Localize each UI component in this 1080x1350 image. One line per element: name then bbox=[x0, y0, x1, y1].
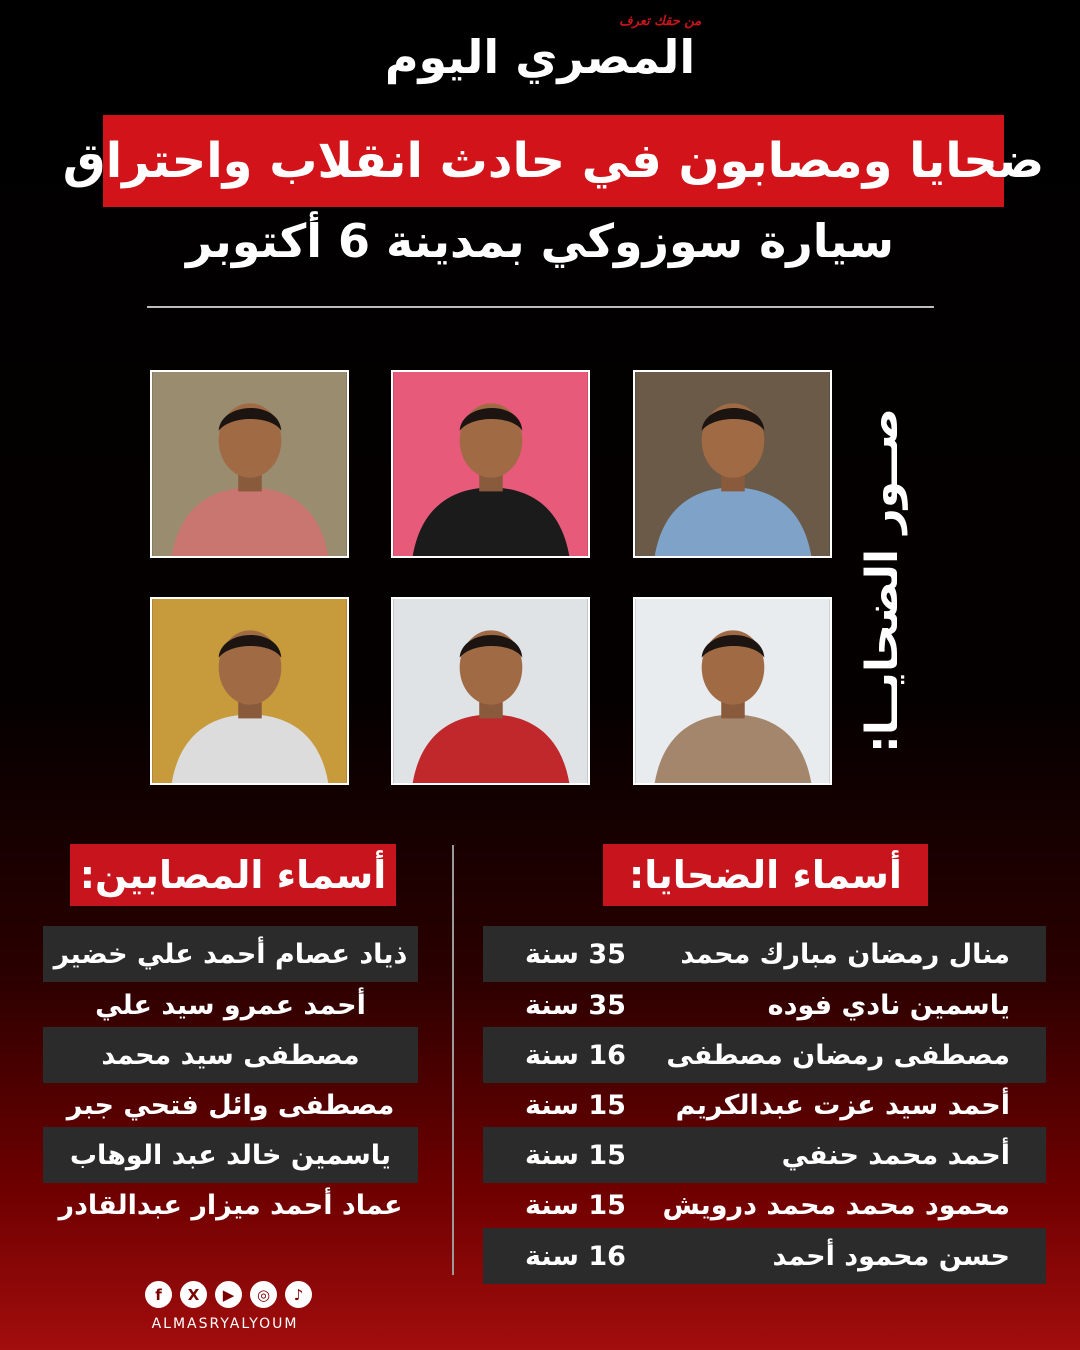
facebook-icon[interactable]: f bbox=[145, 1281, 172, 1308]
victim-row bbox=[483, 926, 1046, 982]
photos-label-text: صــور الضحايــا: bbox=[856, 407, 908, 753]
victim-photo bbox=[391, 597, 590, 785]
victim-row bbox=[483, 1177, 1046, 1233]
victim-age: 35 سنة bbox=[525, 989, 626, 1021]
victims-title-text: أسماء الضحايا: bbox=[629, 853, 902, 897]
social-handle: ALMASRYALYOUM bbox=[151, 1316, 299, 1332]
victim-row bbox=[483, 1077, 1046, 1133]
victim-name: مصطفى رمضان مصطفى bbox=[666, 1039, 1010, 1071]
x-icon[interactable]: X bbox=[180, 1281, 207, 1308]
column-divider bbox=[452, 845, 454, 1275]
injured-row bbox=[43, 977, 418, 1033]
victim-age: 16 سنة bbox=[525, 1039, 626, 1071]
victim-row bbox=[483, 1228, 1046, 1284]
victim-photo bbox=[633, 597, 832, 785]
victim-name: حسن محمود أحمد bbox=[772, 1240, 1010, 1272]
injured-row bbox=[43, 1127, 418, 1183]
injured-name: مصطفى وائل فتحي جبر bbox=[66, 1089, 395, 1121]
victim-name: أحمد سيد عزت عبدالكريم bbox=[675, 1089, 1010, 1121]
headline-text: ضحايا ومصابون في حادث انقلاب واحتراق bbox=[62, 133, 1045, 189]
injured-title bbox=[70, 844, 396, 906]
victim-row bbox=[483, 1027, 1046, 1083]
subheadline: سيارة سوزوكي بمدينة 6 أكتوبر bbox=[185, 214, 895, 268]
injured-name: ذياد عصام أحمد علي خضير bbox=[53, 938, 408, 970]
injured-name: ياسمين خالد عبد الوهاب bbox=[69, 1139, 392, 1171]
victim-photo bbox=[633, 370, 832, 558]
injured-row bbox=[43, 926, 418, 982]
victim-name: محمود محمد محمد درويش bbox=[662, 1189, 1010, 1221]
injured-row bbox=[43, 1077, 418, 1133]
victim-row bbox=[483, 977, 1046, 1033]
injured-row bbox=[43, 1027, 418, 1083]
victim-age: 15 سنة bbox=[525, 1139, 626, 1171]
victim-age: 15 سنة bbox=[525, 1089, 626, 1121]
brand-logo bbox=[0, 14, 1080, 92]
victim-photo bbox=[150, 370, 349, 558]
logo-name: المصري اليوم bbox=[384, 30, 696, 84]
victim-photo bbox=[391, 370, 590, 558]
victim-photo bbox=[150, 597, 349, 785]
tiktok-icon[interactable]: ♪ bbox=[285, 1281, 312, 1308]
injured-name: عماد أحمد ميزار عبدالقادر bbox=[58, 1189, 403, 1221]
victim-age: 35 سنة bbox=[525, 938, 626, 970]
victim-age: 15 سنة bbox=[525, 1189, 626, 1221]
injured-title-text: أسماء المصابين: bbox=[79, 853, 387, 897]
victims-title bbox=[603, 844, 928, 906]
victim-name: منال رمضان مبارك محمد bbox=[680, 938, 1010, 970]
victim-name: أحمد محمد حنفي bbox=[781, 1139, 1010, 1171]
injured-name: مصطفى سيد محمد bbox=[101, 1039, 360, 1071]
social-icons bbox=[145, 1281, 312, 1308]
headline-banner bbox=[62, 115, 1045, 207]
victim-name: ياسمين نادي فوده bbox=[767, 989, 1010, 1021]
injured-row bbox=[43, 1177, 418, 1233]
victim-row bbox=[483, 1127, 1046, 1183]
injured-name: أحمد عمرو سيد علي bbox=[95, 989, 366, 1021]
instagram-icon[interactable]: ◎ bbox=[250, 1281, 277, 1308]
photos-label bbox=[852, 407, 912, 753]
logo-tagline: من حقك تعرف bbox=[619, 14, 702, 29]
youtube-icon[interactable]: ▶ bbox=[215, 1281, 242, 1308]
divider bbox=[147, 306, 934, 308]
logo-wordmark bbox=[384, 14, 702, 84]
victim-age: 16 سنة bbox=[525, 1240, 626, 1272]
